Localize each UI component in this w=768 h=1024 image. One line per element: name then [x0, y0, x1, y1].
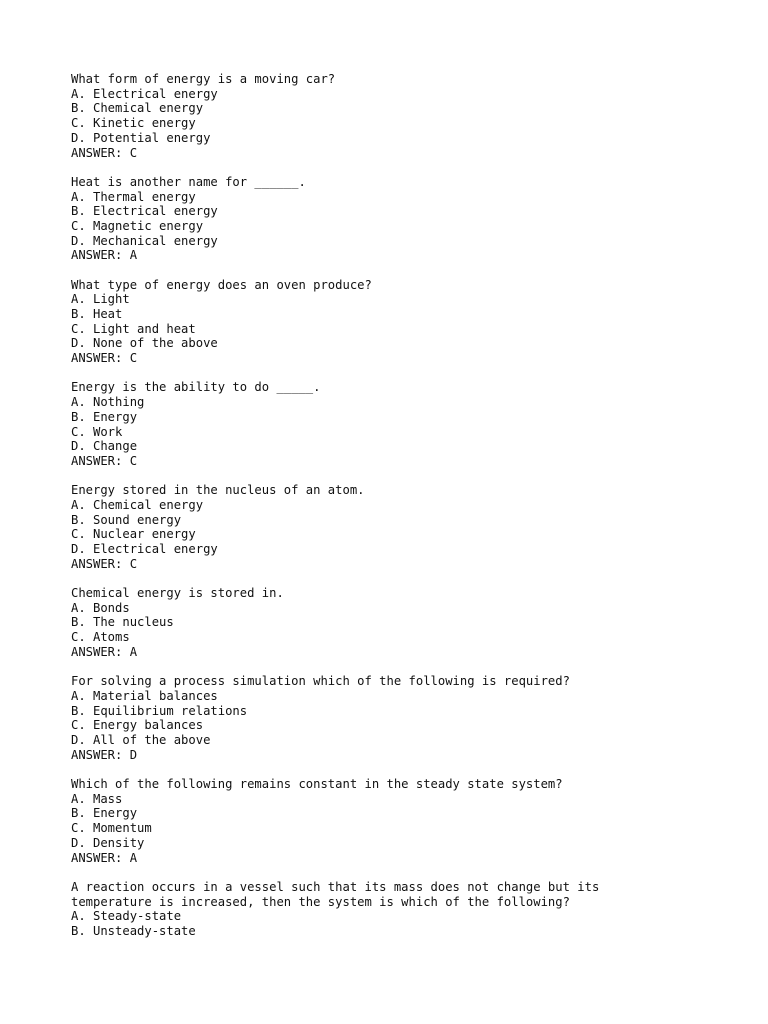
option-b: B. The nucleus — [71, 615, 174, 630]
option-a: A. Steady-state — [71, 909, 182, 924]
question-text: Energy is the ability to do _____. — [71, 380, 321, 395]
question-block — [71, 674, 751, 762]
answer-line: ANSWER: C — [71, 556, 138, 571]
question-block — [71, 483, 751, 571]
option-b: B. Electrical energy — [71, 204, 218, 219]
question-block — [71, 880, 751, 939]
question-text: Chemical energy is stored in. — [71, 586, 284, 601]
option-b: B. Chemical energy — [71, 101, 204, 116]
option-d: D. Electrical energy — [71, 542, 218, 557]
option-d: D. Mechanical energy — [71, 233, 218, 248]
option-b: B. Equilibrium relations — [71, 703, 248, 718]
answer-line: ANSWER: C — [71, 145, 138, 160]
answer-line: ANSWER: A — [71, 644, 138, 659]
option-c: C. Momentum — [71, 821, 152, 836]
question-block — [71, 777, 751, 865]
question-block — [71, 380, 751, 468]
question-text: A reaction occurs in a vessel such that its mass does not change but its temperature is increased, then the system is which of the following? — [71, 879, 600, 909]
option-d: D. Change — [71, 439, 138, 454]
question-block — [71, 175, 751, 263]
answer-line: ANSWER: D — [71, 747, 138, 762]
answer-line: ANSWER: C — [71, 351, 138, 366]
quiz-document — [71, 72, 751, 953]
question-text: What type of energy does an oven produce? — [71, 277, 372, 292]
question-text: Energy stored in the nucleus of an atom. — [71, 483, 365, 498]
question-text: For solving a process simulation which of the following is required? — [71, 674, 570, 689]
option-a: A. Electrical energy — [71, 86, 218, 101]
option-a: A. Material balances — [71, 688, 218, 703]
option-a: A. Chemical energy — [71, 497, 204, 512]
option-d: D. Potential energy — [71, 130, 211, 145]
answer-line: ANSWER: A — [71, 248, 138, 263]
option-b: B. Heat — [71, 307, 123, 322]
option-a: A. Light — [71, 292, 130, 307]
option-c: C. Nuclear energy — [71, 527, 196, 542]
option-a: A. Bonds — [71, 600, 130, 615]
option-c: C. Atoms — [71, 630, 130, 645]
option-c: C. Magnetic energy — [71, 218, 204, 233]
option-b: B. Unsteady-state — [71, 923, 196, 938]
question-text: What form of energy is a moving car? — [71, 72, 336, 86]
question-text: Which of the following remains constant in the steady state system? — [71, 776, 563, 791]
question-block — [71, 278, 751, 366]
option-d: D. All of the above — [71, 732, 211, 747]
option-d: D. Density — [71, 835, 145, 850]
option-a: A. Mass — [71, 791, 123, 806]
option-b: B. Energy — [71, 806, 138, 821]
option-d: D. None of the above — [71, 336, 218, 351]
answer-line: ANSWER: A — [71, 850, 138, 865]
question-block — [71, 72, 751, 160]
option-c: C. Kinetic energy — [71, 116, 196, 131]
option-c: C. Light and heat — [71, 321, 196, 336]
option-a: A. Thermal energy — [71, 189, 196, 204]
option-b: B. Sound energy — [71, 512, 182, 527]
question-text: Heat is another name for ______. — [71, 174, 306, 189]
option-c: C. Energy balances — [71, 718, 204, 733]
option-b: B. Energy — [71, 409, 138, 424]
option-c: C. Work — [71, 424, 123, 439]
question-block — [71, 586, 751, 660]
answer-line: ANSWER: C — [71, 453, 138, 468]
option-a: A. Nothing — [71, 395, 145, 410]
